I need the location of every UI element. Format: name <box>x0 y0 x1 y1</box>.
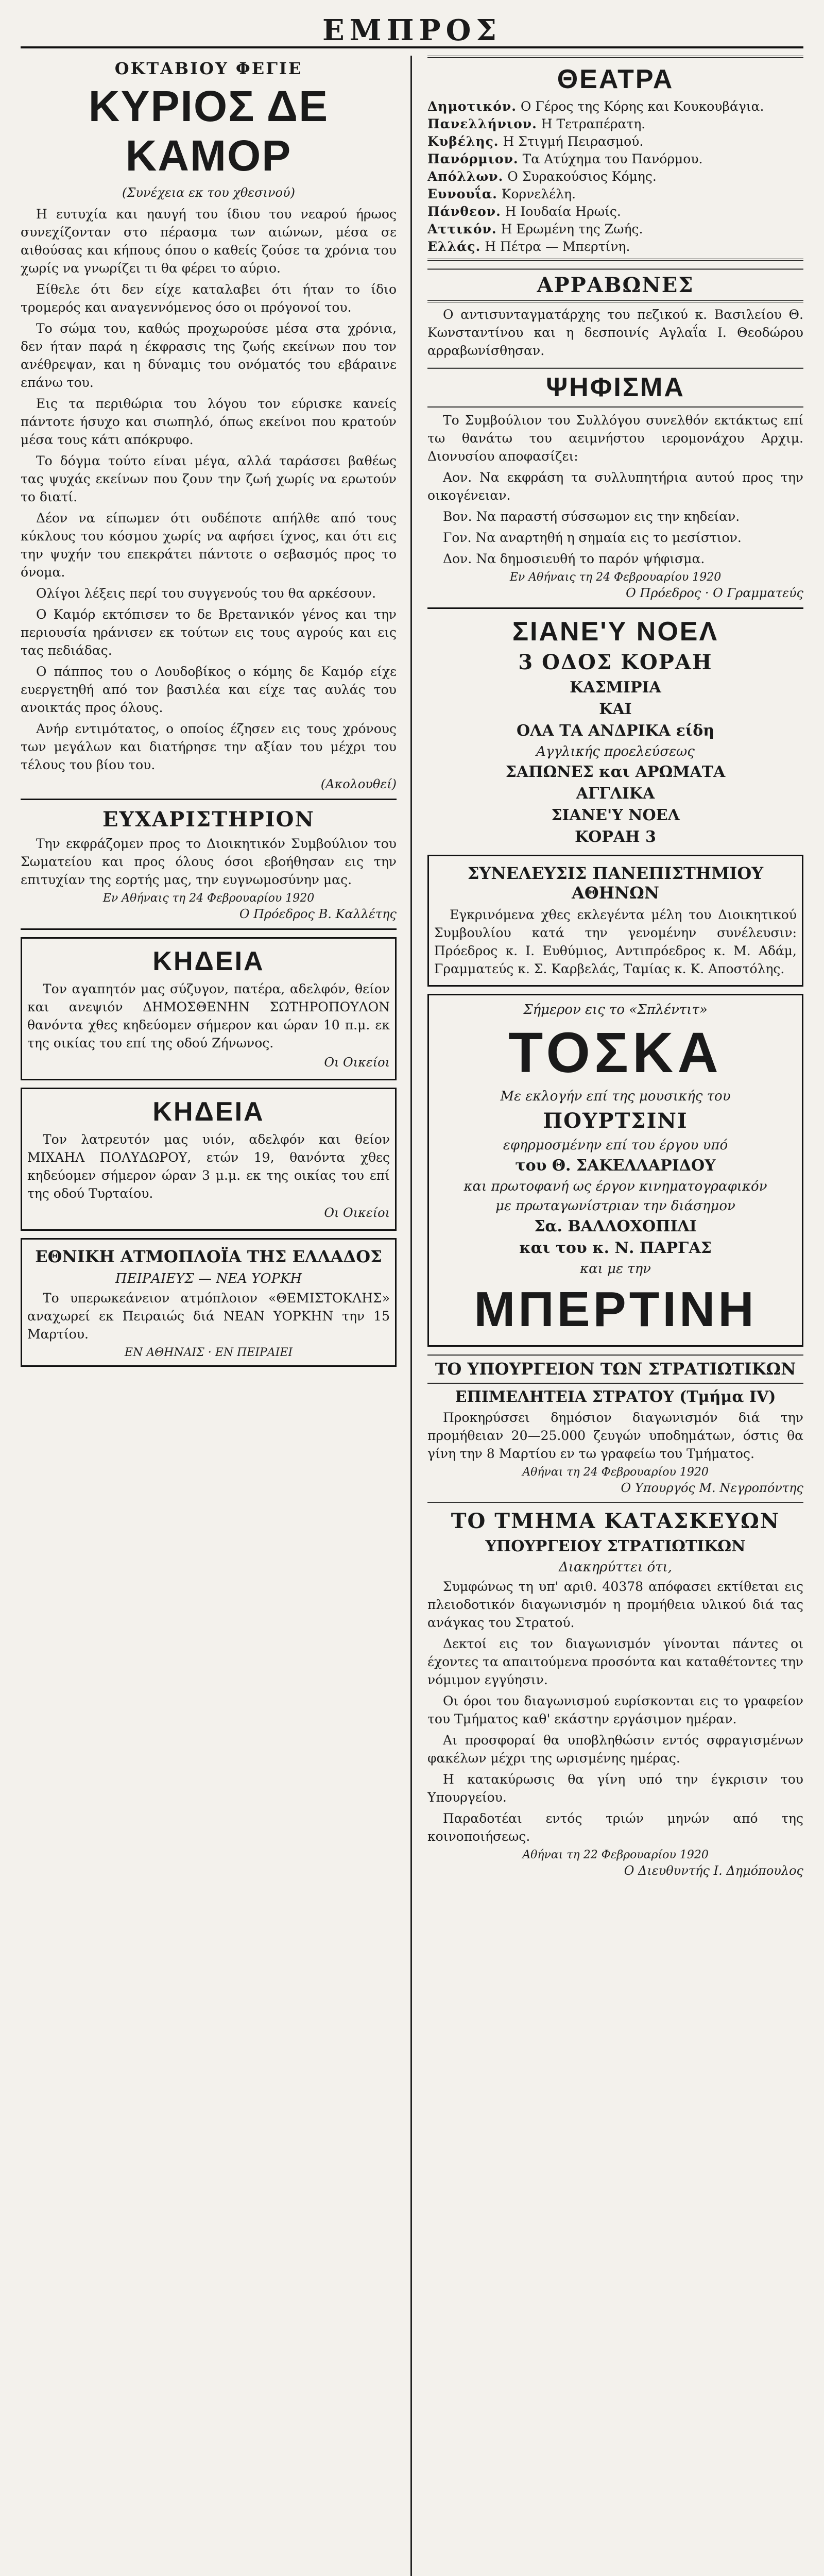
engagement-title: ΑΡΡΑΒΩΝΕΣ <box>427 268 803 302</box>
theatre-play: Η Πέτρα — Μπερτίνη. <box>485 239 630 254</box>
section-divider <box>21 928 397 930</box>
feuilleton-paragraph: Ο πάππος του ο Λουδοβίκος ο κόμης δε Καμόρ είχε ευεργετηθή από τον βασιλέα και είχε τας αυλάς του ανοικτάς προς όλους. <box>21 664 397 715</box>
resolution-paragraph: Αον. Να εκφράση τα συλλυπητήρια αυτού προς την οικογένειαν. <box>427 470 803 503</box>
resolution-paragraph: Γον. Να αναρτηθή η σημαία εις το μεσίστιον. <box>443 530 742 545</box>
ministry-signature: Ο Υπουργός Μ. Νεγροπόντης <box>621 1481 803 1495</box>
ministry-notice <box>427 1354 803 1495</box>
siant-line: ΣΙΑΝΕ'Υ ΝΟΕΛ <box>551 806 680 824</box>
tosca-star: ΜΠΕΡΤΙΝΗ <box>474 1282 757 1337</box>
thanks-text: Την εκφράζομεν προς το Διοικητικόν Συμβούλιον του Σωματείου και προς όλους όσοι εβοήθησαν εις την επιτυχίαν της εορτής μας, την ευγνωμοσύνην μας. <box>21 836 397 887</box>
shipping-contact: ΕΝ ΑΘΗΝΑΙΣ · ΕΝ ΠΕΙΡΑΙΕΙ <box>124 1346 293 1359</box>
tosca-line: εφηρμοσμένην επί του έργου υπό <box>503 1138 728 1153</box>
construction-paragraph: Η κατακύρωσις θα γίνη υπό την έγκρισιν του Υπουργείου. <box>427 1772 803 1805</box>
tosca-line: Σα. ΒΑΛΛΟΧΟΠΙΛΙ <box>534 1217 697 1235</box>
theatre-play: Τα Ατύχημα του Πανόρμου. <box>522 151 703 166</box>
theatre-name: Πάνθεον. <box>427 204 501 219</box>
construction-paragraph: Οι όροι του διαγωνισμού ευρίσκονται εις το γραφείον του Τμήματος καθ' εκάστην εργάσιμον ημέραν. <box>427 1693 803 1726</box>
shipping-ad <box>21 1238 397 1367</box>
tosca-line: με πρωταγωνίστριαν την διάσημον <box>495 1198 735 1214</box>
resolution-date: Εν Αθήναις τη 24 Φεβρουαρίου 1920 <box>509 571 722 584</box>
theatre-play: Ο Συρακούσιος Κόμης. <box>507 169 657 184</box>
feuilleton-subtitle: (Συνέχεια εκ του χθεσινού) <box>122 185 295 200</box>
feuilleton-paragraph: Ολίγοι λέξεις περί του συγγενούς του θα αρκέσουν. <box>36 586 376 601</box>
theatre-play: Η Τετραπέρατη. <box>541 116 646 131</box>
theatre-name: Δημοτικόν. <box>427 99 517 114</box>
resolution-signature: Ο Πρόεδρος · Ο Γραμματεύς <box>626 586 803 600</box>
resolution-paragraph: Δον. Να δημοσιευθή το παρόν ψήφισμα. <box>443 551 705 566</box>
construction-paragraph: Παραδοτέαι εντός τριών μηνών από της κοινοποιήσεως. <box>427 1811 803 1844</box>
resolution-paragraph: Βον. Να παραστή σύσσωμον εις την κηδείαν. <box>443 509 740 524</box>
feuilleton-author: ΟΚΤΑΒΙΟΥ ΦΕΓΙΕ <box>114 59 303 78</box>
construction-title: ΤΟ ΤΜΗΜΑ ΚΑΤΑΣΚΕΥΩΝ <box>451 1509 780 1533</box>
feuilleton-paragraph: Το δόγμα τούτο είναι μέγα, αλλά ταράσσει βαθέως τας ψυχάς εκείνων που ζουν την ζωή χωρίς να ερωτούν το διατί. <box>21 453 397 504</box>
siant-address: 3 ΟΔΟΣ ΚΟΡΑΗ <box>518 650 713 674</box>
resolution-title: ΨΗΦΙΣΜΑ <box>427 367 803 408</box>
siant-line: ΚΑΙ <box>599 700 632 718</box>
ministry-title: ΤΟ ΥΠΟΥΡΓΕΙΟΝ ΤΩΝ ΣΤΡΑΤΙΩΤΙΚΩΝ <box>427 1354 803 1384</box>
theatre-play: Η Στιγμή Πειρασμού. <box>503 134 644 149</box>
funeral-title: ΚΗΔΕΙΑ <box>152 946 265 976</box>
siant-line: ΚΟΡΑΗ 3 <box>575 828 656 846</box>
theatre-listing <box>427 168 803 185</box>
shipping-title: ΕΘΝΙΚΗ ΑΤΜΟΠΛΟΪΑ ΤΗΣ ΕΛΛΑΔΟΣ <box>35 1247 382 1266</box>
siant-line: ΣΑΠΩΝΕΣ και ΑΡΩΜΑΤΑ <box>505 763 726 781</box>
construction-paragraph: Αι προσφοραί θα υποβληθώσιν εντός σφραγισμένων φακέλων μέχρι της ωρισμένης ημέρας. <box>427 1733 803 1766</box>
funeral-text: Τον λατρευτόν μας υιόν, αδελφόν και θείον ΜΙΧΑΗΛ ΠΟΛΥΔΩΡΟΥ, ετών 19, θανόντα χθες κηδεύομεν σήμερον ώραν 3 μ.μ. εκ της οικίας του επί της οδού Τυρταίου. <box>27 1132 390 1201</box>
left-column <box>21 56 397 2576</box>
feuilleton-paragraph: Το σώμα του, καθώς προχωρούσε μέσα στα χρόνια, δεν ήταν παρά η έκφρασις της ζωής εκείνων που τον ανέθρεψαν, και η δύναμις του ονόματός του εβάραινε επάνω του. <box>21 321 397 390</box>
theatre-name: Κυβέλης. <box>427 134 499 149</box>
resolution-paragraph: Το Συμβούλιον του Συλλόγου συνελθόν εκτάκτως επί τω θανάτω του αειμνήστου ιερομονάχου Αρχιμ. Διονυσίου αποφασίζει: <box>427 413 803 464</box>
construction-date: Αθήναι τη 22 Φεβρουαρίου 1920 <box>522 1849 709 1861</box>
feuilleton-paragraph: Είθελε ότι δεν είχε καταλαβει ότι ήταν το ίδιο τρομερός και αναγεννόμενος όσο οι πρόγονοί του. <box>21 282 397 315</box>
theatre-name: Αττικόν. <box>427 222 497 236</box>
tosca-intro: Σήμερον εις το «Σπλέντιτ» <box>523 1002 708 1018</box>
theatre-listing <box>427 221 803 238</box>
theatre-listing <box>427 238 803 256</box>
masthead-name: ΕΜΠΡΟΣ <box>322 13 502 47</box>
construction-signature: Ο Διευθυντής Ι. Δημόπουλος <box>624 1863 803 1878</box>
theatre-play: Η Ιουδαία Ηρωίς. <box>505 204 621 219</box>
masthead <box>21 10 803 48</box>
theatre-name: Πανόρμιον. <box>427 151 519 166</box>
resolution-notice <box>427 367 803 600</box>
theatre-listing <box>427 150 803 168</box>
construction-paragraph: Δεκτοί εις τον διαγωνισμόν γίνονται πάντες οι έχοντες τα απαιτούμενα προσόντα και καταθέτοντες την νόμιμον εγγύησιν. <box>427 1636 803 1687</box>
feuilleton-paragraph: Εις τα περιθώρια του λόγου τον εύρισκε κανείς πάντοτε ήσυχο και σιωπηλό, όπως εκείνοι που κρατούν μέσα τους κάτι απόκρυφο. <box>21 396 397 447</box>
engagement-notice <box>427 268 803 360</box>
theatre-name: Ελλάς. <box>427 239 481 254</box>
theatre-play: Ο Γέρος της Κόρης και Κουκουβάγια. <box>520 99 764 114</box>
theatre-listing <box>427 115 803 133</box>
ministry-text: Προκηρύσσει δημόσιον διαγωνισμόν διά την προμήθειαν 20—25.000 ζευγών υποδημάτων, όστις θα γίνη την 8 Μαρτίου εν τω γραφείω του Τμήματος. <box>427 1410 803 1461</box>
column-rule <box>410 56 412 2576</box>
siant-line: ΑΓΓΛΙΚΑ <box>576 785 655 803</box>
assembly-title: ΣΥΝΕΛΕΥΣΙΣ ΠΑΝΕΠΙΣΤΗΜΙΟΥ ΑΘΗΝΩΝ <box>467 863 764 903</box>
thanks-signature: Ο Πρόεδρος Β. Καλλέτης <box>239 907 397 921</box>
engagement-text: Ο αντισυνταγματάρχης του πεζικού κ. Βασιλείου Θ. Κωνσταντίνου και η δεσποινίς Αγλαΐα Ι. Θεοδώρου αρραβωνίσθησαν. <box>427 307 803 358</box>
tosca-line: και του κ. Ν. ΠΑΡΓΑΣ <box>519 1239 712 1257</box>
theatre-listing <box>427 203 803 221</box>
theatre-play: Η Ερωμένη της Ζωής. <box>501 222 643 236</box>
feuilleton <box>21 59 397 791</box>
tosca-line: Με εκλογήν επί της μουσικής του <box>500 1089 731 1104</box>
siant-line: Αγγλικής προελεύσεως <box>536 744 695 759</box>
siant-line: ΟΛΑ ΤΑ ΑΝΔΡΙΚΑ είδη <box>516 722 715 740</box>
feuilleton-paragraph: Ανήρ εντιμότατος, ο οποίος έζησεν εις τους χρόνους των μεγάλων και διατήρησε την αξίαν του μέχρι του τέλους του βίου του. <box>21 721 397 772</box>
thanks-date: Εν Αθήναις τη 24 Φεβρουαρίου 1920 <box>102 892 315 905</box>
funeral-signature: Οι Οικείοι <box>324 1206 390 1220</box>
tosca-line: και πρωτοφανή ως έργον κινηματογραφικόν <box>464 1179 767 1194</box>
shipping-text: Το υπερωκεάνειον ατμόπλοιον «ΘΕΜΙΣΤΟΚΛΗΣ» αναχωρεί εκ Πειραιώς διά ΝΕΑΝ ΥΟΡΚΗΝ την 15 Μαρτίου. <box>27 1291 390 1342</box>
construction-notice <box>427 1509 803 1878</box>
right-column <box>427 56 803 2576</box>
theatre-listing <box>427 133 803 150</box>
siant-noel-ad <box>427 616 803 848</box>
assembly-notice <box>427 855 803 987</box>
theatre-name: Απόλλων. <box>427 169 504 184</box>
theatre-name: Πανελλήνιον. <box>427 116 537 131</box>
newspaper-page <box>21 10 803 2576</box>
tosca-ad <box>427 994 803 1347</box>
construction-subtitle: ΥΠΟΥΡΓΕΙΟΥ ΣΤΡΑΤΙΩΤΙΚΩΝ <box>485 1537 746 1555</box>
tosca-line: και με την <box>580 1261 651 1277</box>
feuilleton-paragraph: Η ευτυχία και ηαυγή του ίδιου του νεαρού ήρωος συνεχίζονταν στο πέρασμα των αιώνων, μέσα σε αιθούσας και κήπους όπου ο καθείς ζούσε τα χρόνια του χωρίς να γνωρίζει τι θα φέρει το αύριο. <box>21 207 397 276</box>
theatres-section <box>427 56 803 261</box>
theatres-title: ΘΕΑΤΡΑ <box>557 64 674 94</box>
tosca-composer: ΠΟΥΡΤΣΙΝΙ <box>543 1109 688 1133</box>
section-divider <box>21 799 397 800</box>
assembly-text: Εγκρινόμενα χθες εκλεγέντα μέλη του Διοικητικού Συμβουλίου κατά την γενομένην συνέλευσιν: Πρόεδρος κ. Ι. Ευθύμιος, Αντιπρόεδρος κ. Μ. Αδάμ, Γραμματεύς κ. Σ. Καρβελάς, Ταμίας κ. Κ. Αποστόλης. <box>434 907 797 976</box>
tosca-title: ΤΟΣΚΑ <box>508 1021 723 1084</box>
feuilleton-title: ΚΥΡΙΟΣ ΔΕ ΚΑΜΟΡ <box>88 82 329 180</box>
feuilleton-paragraph: Ο Καμόρ εκτόπισεν το δε Βρετανικόν γένος και την περιουσία ηράνισεν εκ τούτων εις τους αγρούς και εις τας πεδιάδας. <box>21 607 397 658</box>
theatre-name: Ευνουΐα. <box>427 187 497 201</box>
funeral-notice <box>21 1088 397 1231</box>
shipping-route: ΠΕΙΡΑΙΕΥΣ — ΝΕΑ ΥΟΡΚΗ <box>115 1271 302 1286</box>
theatre-listing <box>427 98 803 115</box>
construction-paragraph: Συμφώνως τη υπ' αριθ. 40378 απόφασει εκτίθεται εις πλειοδοτικόν διαγωνισμόν η προμήθεια υλικού διά τας ανάγκας του Στρατού. <box>427 1579 803 1630</box>
funeral-signature: Οι Οικείοι <box>324 1055 390 1070</box>
thanks-title: ΕΥΧΑΡΙΣΤΗΡΙΟΝ <box>102 807 315 832</box>
ministry-date: Αθήναι τη 24 Φεβρουαρίου 1920 <box>522 1466 709 1479</box>
theatre-play: Κορνελέλη. <box>501 187 576 201</box>
feuilleton-signoff: (Ακολουθεί) <box>320 777 397 791</box>
funeral-text: Τον αγαπητόν μας σύζυγον, πατέρα, αδελφόν, θείον και ανεψιόν ΔΗΜΟΣΘΕΝΗΝ ΣΩΤΗΡΟΠΟΥΛΟΝ θανόντα χθες κηδεύομεν σήμερον και ώραν 10 π.μ. εκ της οικίας του επί της οδού Ζήνωνος. <box>27 981 390 1050</box>
section-divider <box>427 607 803 609</box>
siant-title: ΣΙΑΝΕ'Υ ΝΟΕΛ <box>512 617 719 647</box>
tosca-line: του Θ. ΣΑΚΕΛΛΑΡΙΔΟΥ <box>515 1157 716 1175</box>
siant-line: ΚΑΣΜΙΡΙΑ <box>570 679 661 697</box>
ministry-subtitle: ΕΠΙΜΕΛΗΤΕΙΑ ΣΤΡΑΤΟΥ (Τμήμα IV) <box>455 1388 776 1406</box>
funeral-notice <box>21 937 397 1080</box>
feuilleton-paragraph: Δέον να είπωμεν ότι ουδέποτε απήλθε από τους κύκλους του κόσμου χωρίς να αφήσει ίχνος, και ότι εις την ψυχήν του επεκράτει πάντοτε ο σεβασμός προς το όνομα. <box>21 511 397 580</box>
section-divider <box>427 1502 803 1503</box>
theatre-listing <box>427 185 803 203</box>
construction-subtitle: Διακηρύττει ότι, <box>559 1560 672 1575</box>
funeral-title: ΚΗΔΕΙΑ <box>152 1097 265 1127</box>
thanks-notice <box>21 807 397 921</box>
